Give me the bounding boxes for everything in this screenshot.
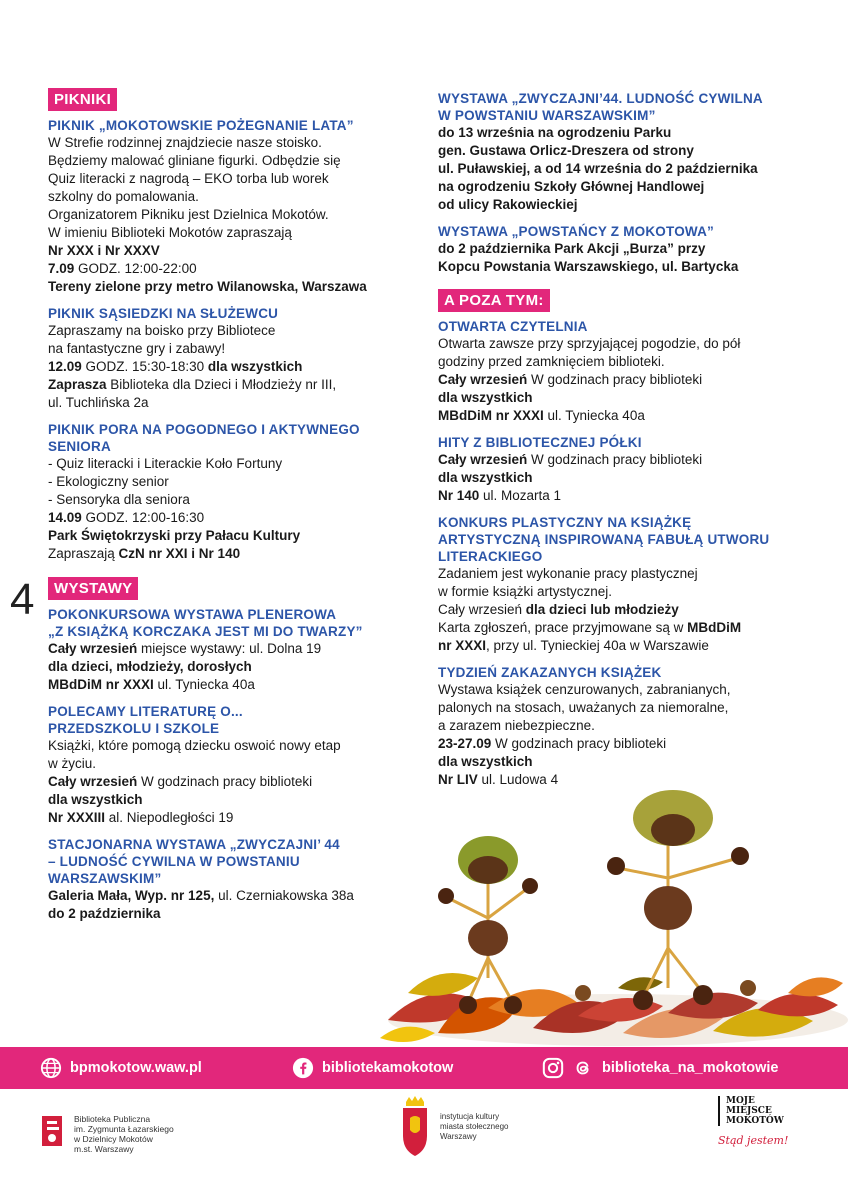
- section-tag-pikniki: PIKNIKI: [48, 88, 117, 111]
- event-audience: dla wszystkich: [438, 470, 533, 485]
- event-title: OTWARTA CZYTELNIA: [438, 319, 588, 334]
- footer-facebook[interactable]: [292, 1057, 453, 1079]
- event-desc-line: - Quiz literacki i Literackie Koło Fortuny: [48, 456, 283, 471]
- event-title: ARTYSTYCZNĄ INSPIROWANĄ FABUŁĄ UTWORU: [438, 532, 770, 547]
- event-date: [438, 735, 808, 753]
- event-when: [438, 601, 808, 619]
- event-korczak: [48, 606, 408, 694]
- date-bold: 14.09: [48, 510, 82, 525]
- logo-line: Biblioteka Publiczna: [74, 1114, 151, 1124]
- event-when: [438, 371, 808, 389]
- page-number: 4: [10, 575, 35, 624]
- event-invite: [48, 545, 408, 563]
- event-line: od ulicy Rakowieckiej: [438, 197, 578, 212]
- date-rest: GODZ. 12:00-22:00: [74, 261, 197, 276]
- event-line: gen. Gustawa Orlicz-Dreszera od strony: [438, 143, 694, 158]
- event-czytelnia: [438, 318, 808, 425]
- event-library: [48, 809, 408, 827]
- event-desc-line: Książki, które pomogą dziecku oswoić nowy etap: [48, 738, 341, 753]
- when-bold: Cały wrzesień: [48, 774, 138, 789]
- leaves-pile: [380, 973, 848, 1046]
- date-audience: dla wszystkich: [207, 359, 303, 374]
- warsaw-logo: [398, 1096, 508, 1158]
- event-date: [48, 260, 408, 278]
- event-audience: dla dzieci, młodzieży, dorosłych: [48, 659, 252, 674]
- event-title: „Z KSIĄŻKĄ KORCZAKA JEST MI DO TWARZY”: [48, 624, 363, 639]
- sub-rest: Karta zgłoszeń, prace przyjmowane są w: [438, 620, 688, 635]
- event-title: WARSZAWSKIM”: [48, 871, 162, 886]
- lib-bold: Nr XXXIII: [48, 810, 106, 825]
- invite-rest: Biblioteka dla Dzieci i Młodzieży nr III,: [106, 377, 337, 392]
- library-logo: [40, 1114, 174, 1154]
- logo-line: MIEJSCE: [726, 1106, 772, 1116]
- event-title: WYSTAWA „ZWYCZAJNI’44. LUDNOŚĆ CYWILNA: [438, 91, 763, 106]
- event-line: do 2 października Park Akcji „Burza” przy: [438, 241, 706, 256]
- event-date: [48, 509, 408, 527]
- event-konkurs: [438, 514, 808, 655]
- logo-line: w Dzielnicy Mokotów: [74, 1134, 153, 1144]
- when-rest: miejsce wystawy: ul. Dolna 19: [137, 641, 322, 656]
- event-submission: [438, 619, 808, 637]
- event-desc-line: Zapraszamy na boisko przy Bibliotece: [48, 323, 276, 338]
- library-logo-icon: [40, 1114, 66, 1148]
- event-submission: [438, 637, 808, 655]
- date-rest: GODZ. 15:30-18:30: [81, 359, 208, 374]
- event-desc-line: szkolny do pomalowania.: [48, 189, 199, 204]
- event-line: na ogrodzeniu Szkoły Głównej Handlowej: [438, 179, 705, 194]
- event-title: PIKNIK SĄSIEDZKI NA SŁUŻEWCU: [48, 306, 279, 321]
- invite-rest: Zapraszają: [48, 546, 119, 561]
- event-title: SENIORA: [48, 439, 111, 454]
- event-title: PIKNIK „MOKOTOWSKIE POŻEGNANIE LATA”: [48, 118, 354, 133]
- lib-bold: Nr LIV: [438, 772, 478, 787]
- event-line: do 13 września na ogrodzeniu Parku: [438, 125, 672, 140]
- when-rest: W godzinach pracy biblioteki: [527, 372, 703, 387]
- logos-row: [0, 1092, 848, 1200]
- lib-rest: al. Niepodległości 19: [105, 810, 234, 825]
- moje-slogan: Stąd jestem!: [718, 1134, 789, 1147]
- event-title: HITY Z BIBLIOTECZNEJ PÓŁKI: [438, 435, 642, 450]
- event-desc-line: Otwarta zawsze przy sprzyjającej pogodzie, do pół: [438, 336, 741, 351]
- event-desc-line: Będziemy malować gliniane figurki. Odbędzie się: [48, 153, 341, 168]
- event-when: [48, 640, 408, 658]
- moje-miejsce-logo: [718, 1096, 808, 1166]
- logo-line: im. Zygmunta Łazarskiego: [74, 1124, 174, 1134]
- logo-line: instytucja kultury: [440, 1112, 500, 1121]
- lib-bold: Nr 140: [438, 488, 480, 503]
- event-desc-line: Wystawa książek cenzurowanych, zabranianych,: [438, 682, 731, 697]
- event-desc-line: a zarazem niebezpieczne.: [438, 718, 595, 733]
- event-until: do 2 października: [48, 906, 161, 921]
- date-bold: 7.09: [48, 261, 75, 276]
- event-title: STACJONARNA WYSTAWA „ZWYCZAJNI’ 44: [48, 837, 340, 852]
- event-when: [438, 451, 808, 469]
- lib-rest: ul. Tyniecka 40a: [153, 677, 255, 692]
- place-rest: ul. Czerniakowska 38a: [214, 888, 354, 903]
- event-desc-line: W Strefie rodzinnej znajdziecie nasze stoisko.: [48, 135, 322, 150]
- event-desc-line: na fantastyczne gry i zabawy!: [48, 341, 226, 356]
- sub-rest: , przy ul. Tynieckiej 40a w Warszawie: [486, 638, 709, 653]
- threads-icon: [572, 1057, 594, 1079]
- sub-bold: nr XXXI: [438, 638, 487, 653]
- lib-rest: ul. Tyniecka 40a: [543, 408, 645, 423]
- event-audience: dla wszystkich: [438, 390, 533, 405]
- event-desc-line: Zadaniem jest wykonanie pracy plastycznej: [438, 566, 698, 581]
- event-title: KONKURS PLASTYCZNY NA KSIĄŻKĘ: [438, 515, 692, 530]
- moje-logo-text: [718, 1096, 808, 1126]
- event-stacjonarna: [48, 836, 408, 923]
- instagram-icon: [542, 1057, 564, 1079]
- event-powstancy: [438, 223, 808, 276]
- invite-bold: Zaprasza: [48, 377, 107, 392]
- right-column: [438, 90, 808, 798]
- event-place: Park Świętokrzyski przy Pałacu Kultury: [48, 528, 301, 543]
- autumn-chestnut-illustration: [368, 788, 848, 1050]
- event-desc-line: w życiu.: [48, 756, 97, 771]
- event-title: PIKNIK PORA NA POGODNEGO I AKTYWNEGO: [48, 422, 360, 437]
- date-bold: 12.09: [48, 359, 82, 374]
- website-link[interactable]: bpmokotow.waw.pl: [70, 1060, 202, 1076]
- footer-instagram[interactable]: [542, 1057, 778, 1079]
- sub-bold: MBdDiM: [687, 620, 742, 635]
- date-rest: W godzinach pracy biblioteki: [491, 736, 667, 751]
- event-title: LITERACKIEGO: [438, 549, 543, 564]
- invite-bold: CzN nr XXI i Nr 140: [118, 546, 241, 561]
- lib-rest: ul. Mozarta 1: [479, 488, 562, 503]
- logo-line: MOJE: [726, 1096, 755, 1106]
- event-title: WYSTAWA „POWSTAŃCY Z MOKOTOWA”: [438, 224, 714, 239]
- globe-icon: [40, 1057, 62, 1079]
- event-polecamy: [48, 703, 408, 827]
- event-desc-line: palonych na stosach, uważanych za niemoralne,: [438, 700, 729, 715]
- event-senior: [48, 421, 408, 563]
- event-zakazane: [438, 664, 808, 789]
- event-sasiedzki: [48, 305, 408, 412]
- lib-bold: MBdDiM nr XXXI: [48, 677, 154, 692]
- lib-bold: MBdDiM nr XXXI: [438, 408, 544, 423]
- event-address: ul. Tuchlińska 2a: [48, 395, 149, 410]
- when-bold: Cały wrzesień: [48, 641, 138, 656]
- event-title: POLECAMY LITERATURĘ O...: [48, 704, 243, 719]
- event-desc-line: W imieniu Biblioteki Mokotów zapraszają: [48, 225, 292, 240]
- logo-line: m.st. Warszawy: [74, 1144, 134, 1154]
- left-column: [48, 88, 408, 932]
- facebook-link[interactable]: bibliotekamokotow: [322, 1060, 454, 1076]
- event-desc-line: - Ekologiczny senior: [48, 474, 169, 489]
- logo-line: Warszawy: [440, 1132, 477, 1141]
- event-place: [48, 887, 408, 905]
- event-title: PRZEDSZKOLU I SZKOLE: [48, 721, 220, 736]
- event-title: TYDZIEŃ ZAKAZANYCH KSIĄŻEK: [438, 665, 662, 680]
- instagram-link[interactable]: biblioteka_na_mokotowie: [602, 1060, 779, 1076]
- section-tag-wystawy: WYSTAWY: [48, 577, 138, 600]
- when-bold: dla dzieci lub młodzieży: [525, 602, 679, 617]
- footer-website[interactable]: [40, 1057, 202, 1079]
- event-place: Tereny zielone przy metro Wilanowska, Warszawa: [48, 279, 367, 294]
- event-library: [438, 407, 808, 425]
- when-rest: W godzinach pracy biblioteki: [527, 452, 703, 467]
- date-bold: 23-27.09: [438, 736, 492, 751]
- event-hity: [438, 434, 808, 505]
- event-line: ul. Puławskiej, a od 14 września do 2 października: [438, 161, 758, 176]
- event-title: POKONKURSOWA WYSTAWA PLENEROWA: [48, 607, 337, 622]
- event-zwyczajni: [438, 90, 808, 214]
- logo-line: MOKOTÓW: [726, 1116, 784, 1126]
- event-mokotowskie: [48, 117, 408, 296]
- event-desc-line: Organizatorem Pikniku jest Dzielnica Mokotów.: [48, 207, 329, 222]
- event-library: [48, 676, 408, 694]
- event-desc-line: Quiz literacki z nagrodą – EKO torba lub worek: [48, 171, 329, 186]
- when-bold: Cały wrzesień: [438, 372, 528, 387]
- event-desc-line: w formie książki artystycznej.: [438, 584, 613, 599]
- warsaw-crest-icon: [398, 1096, 432, 1158]
- event-audience: dla wszystkich: [438, 754, 533, 769]
- section-tag-apoza: A POZA TYM:: [438, 289, 550, 312]
- date-rest: GODZ. 12:00-16:30: [81, 510, 205, 525]
- event-audience: dla wszystkich: [48, 792, 143, 807]
- event-desc-line: godziny przed zamknięciem biblioteki.: [438, 354, 665, 369]
- library-logo-text: [74, 1114, 174, 1154]
- when-bold: Cały wrzesień: [438, 452, 528, 467]
- event-desc-line: - Sensoryka dla seniora: [48, 492, 190, 507]
- logo-line: miasta stołecznego: [440, 1122, 509, 1131]
- when-rest: W godzinach pracy biblioteki: [137, 774, 313, 789]
- event-when: [48, 773, 408, 791]
- event-title: – LUDNOŚĆ CYWILNA W POWSTANIU: [48, 854, 300, 869]
- chestnut-figure-right: [575, 790, 756, 1010]
- footer-bar: [0, 1047, 848, 1089]
- event-title: W POWSTANIU WARSZAWSKIM”: [438, 108, 656, 123]
- event-library: [438, 771, 808, 789]
- facebook-icon: [292, 1057, 314, 1079]
- event-organizers: Nr XXX i Nr XXXV: [48, 243, 160, 258]
- when-rest: Cały wrzesień: [438, 602, 526, 617]
- event-line: Kopcu Powstania Warszawskiego, ul. Bartycka: [438, 259, 739, 274]
- event-invite: [48, 376, 408, 394]
- place-bold: Galeria Mała, Wyp. nr 125,: [48, 888, 215, 903]
- warsaw-logo-text: [440, 1112, 508, 1142]
- lib-rest: ul. Ludowa 4: [477, 772, 559, 787]
- event-library: [438, 487, 808, 505]
- event-date: [48, 358, 408, 376]
